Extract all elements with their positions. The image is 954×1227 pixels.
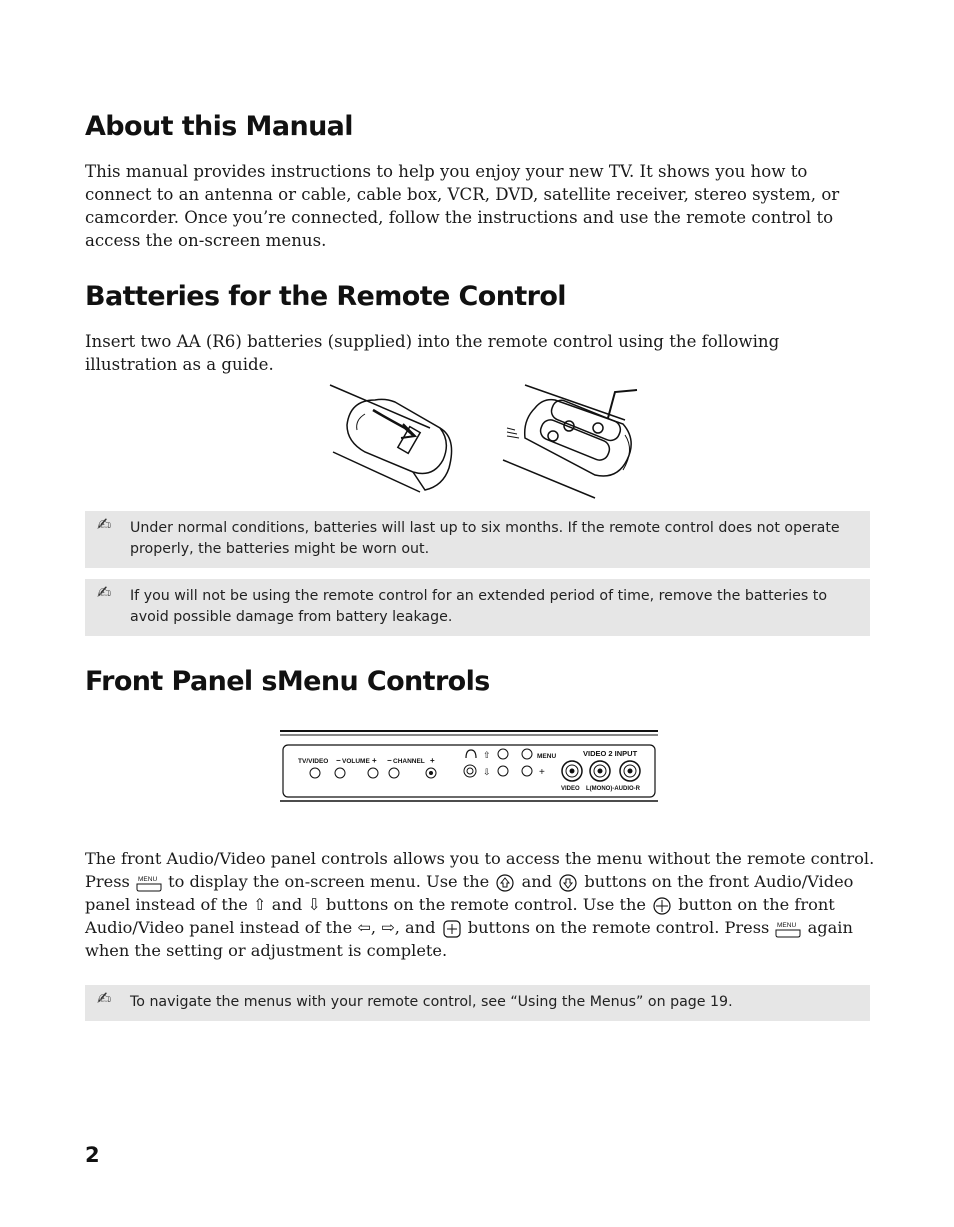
remote-open-batteries-drawing bbox=[503, 385, 637, 498]
volume-plus-button[interactable] bbox=[368, 768, 378, 778]
select-button-icon bbox=[651, 896, 673, 916]
menu-icon-label: MENU bbox=[777, 921, 797, 929]
volume-label: VOLUME bbox=[342, 758, 370, 765]
pencil-note-icon: ✍ bbox=[97, 989, 112, 1009]
tv-video-button[interactable] bbox=[310, 768, 320, 778]
remote-select-button-icon bbox=[441, 919, 463, 939]
front-panel-text-3: and bbox=[521, 872, 553, 891]
menu-down-button[interactable] bbox=[498, 766, 508, 776]
select-cross-icon: + bbox=[539, 767, 545, 778]
note-remove-batteries-text: If you will not be using the remote control for an extended period of time, remove the batteries to avoid possible damage from battery leakage. bbox=[130, 588, 828, 625]
note-battery-life bbox=[85, 511, 870, 568]
menu-icon-label: MENU bbox=[137, 875, 158, 883]
heading-batteries: Batteries for the Remote Control bbox=[85, 281, 566, 312]
channel-minus-button[interactable] bbox=[389, 768, 399, 778]
video-jack-label: VIDEO bbox=[561, 786, 580, 792]
down-arrow-icon: ⇩ bbox=[483, 767, 491, 777]
battery-illustration bbox=[325, 380, 645, 500]
pencil-note-icon: ✍ bbox=[97, 515, 112, 535]
headphones-icon bbox=[466, 750, 476, 758]
batteries-paragraph: Insert two AA (R6) batteries (supplied) into the remote control using the following illustration as a guide. bbox=[85, 332, 780, 374]
menu-up-button[interactable] bbox=[498, 749, 508, 759]
channel-label: CHANNEL bbox=[393, 758, 425, 765]
page-number: 2 bbox=[85, 1143, 100, 1167]
volume-minus-button[interactable] bbox=[335, 768, 345, 778]
audio-jack-label: L(MONO)-AUDIO-R bbox=[586, 786, 640, 792]
svg-text:+: + bbox=[430, 756, 435, 765]
svg-text:−: − bbox=[387, 756, 392, 765]
note-navigate-menus bbox=[85, 985, 870, 1021]
heading-about-manual: About this Manual bbox=[85, 111, 353, 142]
front-panel-text-5: button on the front Audio/Video panel instead of the ⇦, ⇨, and bbox=[85, 895, 835, 937]
front-panel-text-2: to display the on-screen menu. Use the bbox=[168, 872, 490, 891]
menu-button[interactable] bbox=[522, 749, 532, 759]
note-navigate-menus-text: To navigate the menus with your remote control, see “Using the Menus” on page 19. bbox=[130, 994, 733, 1010]
heading-front-panel: Front Panel sMenu Controls bbox=[85, 666, 490, 697]
headphone-jack[interactable] bbox=[464, 765, 476, 777]
note-battery-life-text: Under normal conditions, batteries will last up to six months. If the remote control does not operate properly, the batteries might be worn out. bbox=[130, 520, 840, 557]
menu-button-icon bbox=[135, 874, 163, 892]
front-panel-text-6: buttons on the remote control. Press bbox=[467, 918, 770, 937]
down-button-icon bbox=[557, 873, 579, 893]
menu-label: MENU bbox=[537, 753, 557, 760]
tv-video-label: TV/VIDEO bbox=[298, 758, 329, 765]
svg-text:+: + bbox=[372, 756, 377, 765]
svg-text:−: − bbox=[336, 756, 341, 765]
pencil-note-icon: ✍ bbox=[97, 583, 112, 603]
front-panel-paragraph bbox=[85, 847, 875, 962]
video2-input-label: VIDEO 2 INPUT bbox=[583, 749, 638, 758]
front-panel-text-1: The front Audio/Video panel controls allows you to access the menu without the remote control. Press bbox=[85, 849, 875, 891]
up-button-icon bbox=[494, 873, 516, 893]
up-arrow-icon: ⇧ bbox=[483, 750, 491, 760]
menu-button-icon bbox=[774, 920, 802, 938]
front-panel-text-4: buttons on the front Audio/Video panel instead of the ⇧ and ⇩ buttons on the remote control. Use the bbox=[85, 872, 854, 914]
remote-back-cover-drawing bbox=[330, 385, 452, 492]
about-paragraph: This manual provides instructions to help you enjoy your new TV. It shows you how to connect to an antenna or cable, cable box, VCR, DVD, satellite receiver, stereo system, or camcorder. Once you’re connected, follow the instructions and use the remote control to access the on-screen menus. bbox=[85, 162, 840, 250]
front-panel-diagram bbox=[278, 728, 660, 804]
front-panel-text-7: again when the setting or adjustment is complete. bbox=[85, 918, 853, 960]
select-button[interactable] bbox=[522, 766, 532, 776]
note-remove-batteries bbox=[85, 579, 870, 636]
